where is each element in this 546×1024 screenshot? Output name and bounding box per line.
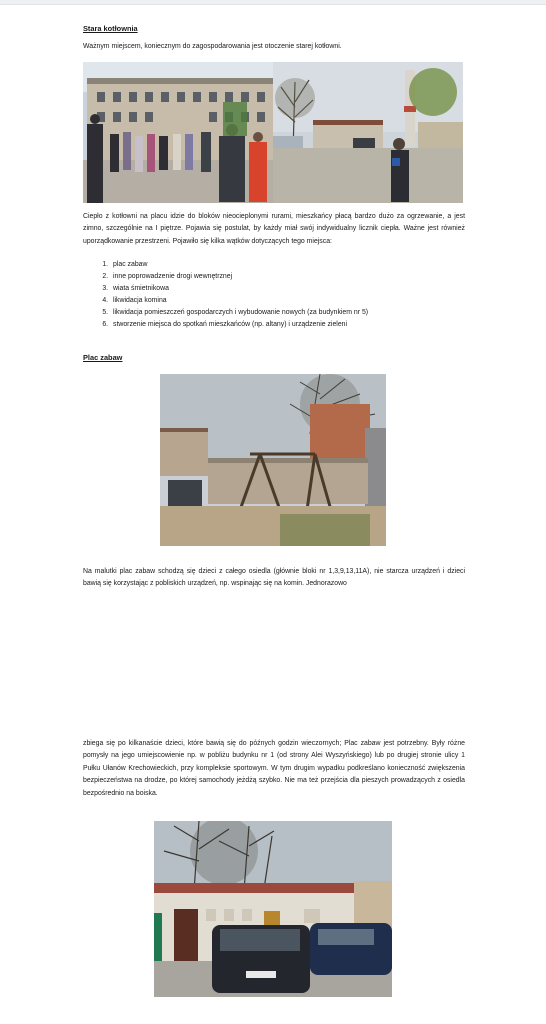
list-item: 3. wiata śmietnikowa	[110, 283, 368, 295]
list-item: 4. likwidacja komina	[110, 295, 368, 307]
photo-swing-set	[160, 374, 386, 546]
photo-garages-parking	[154, 821, 392, 997]
playground-paragraph-1: Na malutki plac zabaw schodzą się dzieci z całego osiedla (głównie bloki nr 1,3,9,13,11A), nie starcza urządzeń i dzieci bawią się korzystając z pobliskich urządzeń, np. wspinając się na komin. Jednorazowo	[83, 568, 465, 588]
section-title-playground: Plac zabaw	[83, 353, 123, 362]
section-body-paragraph: Ciepło z kotłowni na placu idzie do bloków nieocieplonymi rurami, mieszkańcy płacą bardzo dużo za ogrzewanie, a jest zimno, szczególnie na I piętrze. Pojawia się postulat, by każdy miał swój indywidualny licznik ciepła. Ważne jest również uporządkowanie przestrzeni. Pojawiło się kilka wątków dotyczących tego miejsca:	[83, 213, 465, 245]
playground-paragraph-2: zbiega się po kilkanaście dzieci, które bawią się do późnych godzin wieczornych; Plac zabaw jest potrzebny. Były różne pomysły na jego umiejscowienie np. w pobliżu budynku nr 1 (od strony Alei Wyszyńskiego) lub po drugiej stronie ulicy 1 Pułku Ułanów Krechowieckich, przy kompleksie sportowym. W tym drugim wypadku podkreślano konieczność zwiększenia bezpieczeństwa na drodze, po której samochody jeżdżą szybko. Nie ma też przejścia dla pieszych prowadzących z osiedla bezpośrednio na boiska.	[83, 740, 465, 797]
list-item: 6. stworzenie miejsca do spotkań mieszkańców (np. altany) i urządzenie zieleni	[110, 319, 368, 331]
viewer-top-bar	[0, 0, 546, 5]
section-intro-paragraph: Ważnym miejscem, koniecznym do zagospodarowania jest otoczenie starej kotłowni.	[83, 43, 342, 50]
postulates-list	[83, 259, 368, 331]
list-item: 5. likwidacja pomieszczeń gospodarczych i wybudowanie nowych (za budynkiem nr 5)	[110, 307, 368, 319]
photo-residents-meeting	[83, 62, 273, 203]
photo-old-boiler-chimney	[273, 62, 463, 203]
list-item: 2. inne poprowadzenie drogi wewnętrznej	[110, 271, 368, 283]
section-title-boiler-house: Stara kotłownia	[83, 24, 138, 33]
list-item: 1. plac zabaw	[110, 259, 368, 271]
